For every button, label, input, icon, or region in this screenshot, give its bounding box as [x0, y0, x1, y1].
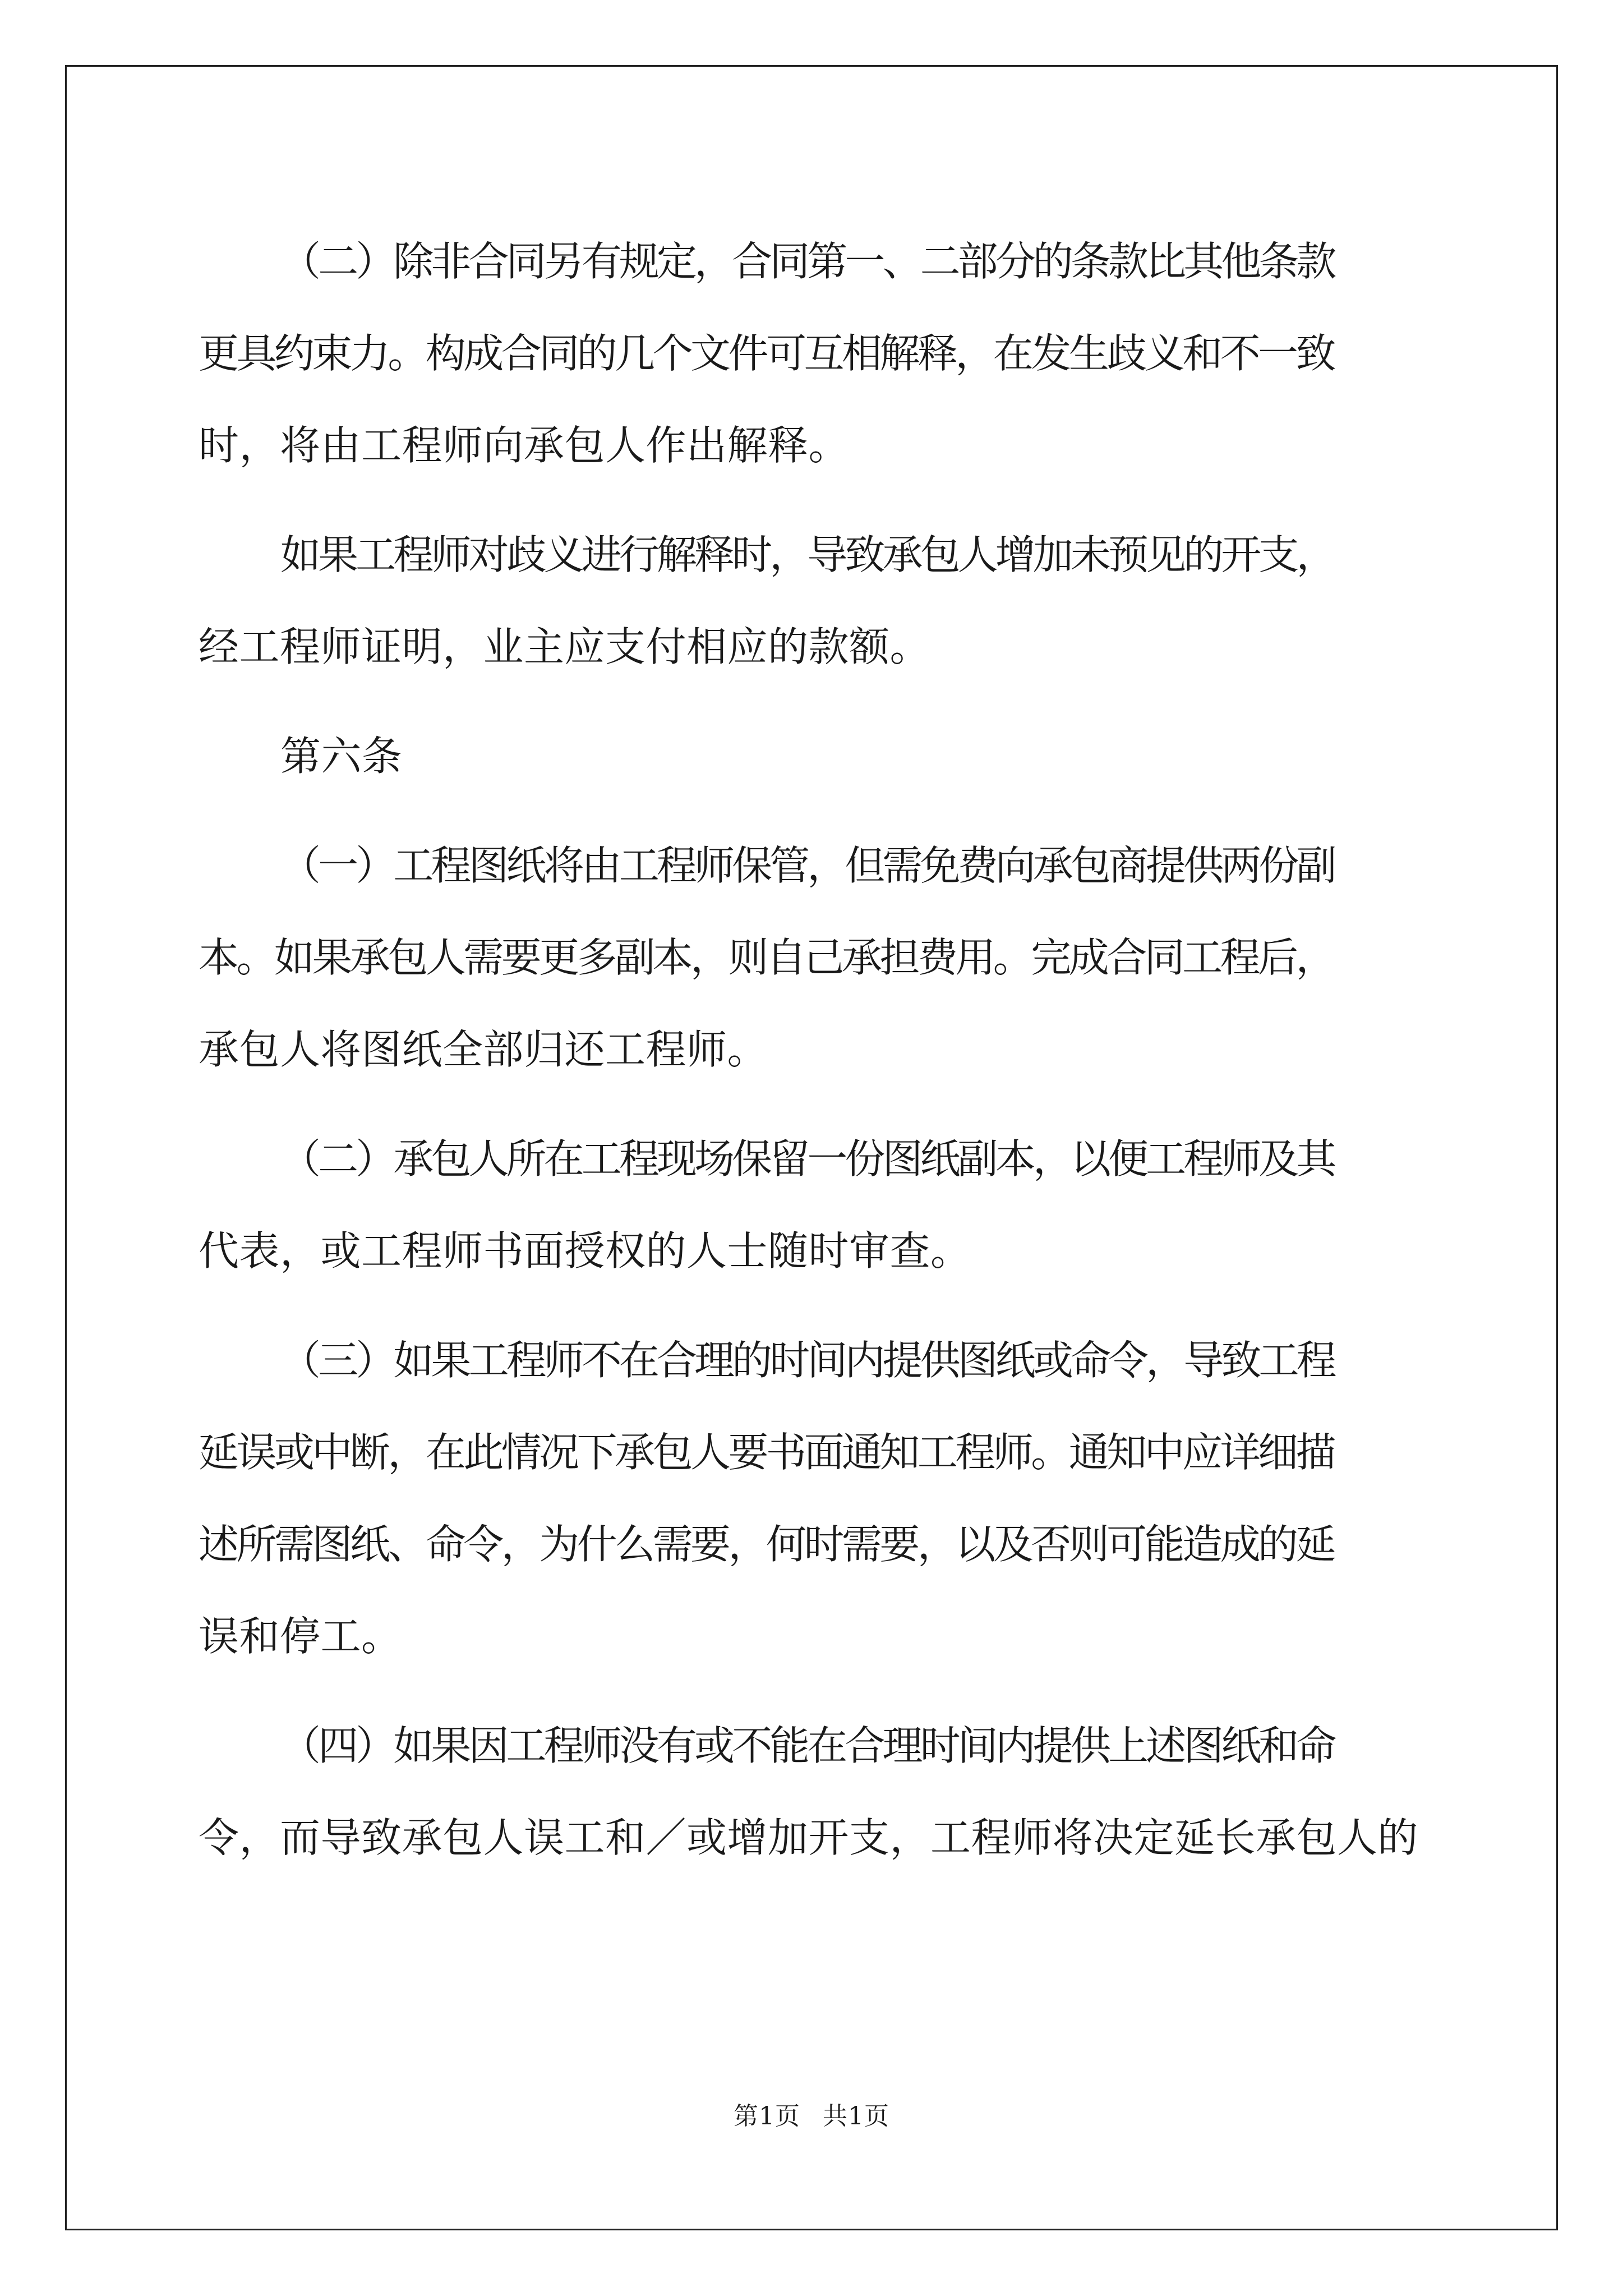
- text-line: 令，而导致承包人误工和／或增加开支，工程师将决定延长承包人的: [199, 1814, 1419, 1861]
- page-number: 第1页: [734, 2102, 800, 2131]
- text-line: 时，将由工程师向承包人作出解释。: [199, 422, 850, 469]
- paragraph-clause-4-extension: [199, 1700, 1427, 1884]
- text-line: 延误或中断，在此情况下承包人要书面通知工程师。通知中应详细描: [199, 1429, 1334, 1476]
- document-body: [199, 215, 1427, 1901]
- paragraph-clause-2-site-copy: [199, 1113, 1427, 1297]
- paragraph-interpretation-cost: [199, 509, 1427, 693]
- text-line: （四）如果因工程师没有或不能在合理时间内提供上述图纸和命: [280, 1722, 1334, 1769]
- text-line: （二）除非合同另有规定，合同第一、二部分的条款比其他条款: [280, 238, 1334, 285]
- article-title: 第六条: [280, 733, 403, 780]
- text-line: 如果工程师对歧义进行解释时，导致承包人增加未预见的开支，: [280, 531, 1334, 578]
- text-line: 承包人将图纸全部归还工程师。: [199, 1026, 768, 1073]
- article-heading: [199, 710, 1427, 802]
- paragraph-clause-3-delay-notice: [199, 1314, 1427, 1682]
- text-line: 更具约束力。构成合同的几个文件可互相解释，在发生歧义和不一致: [199, 330, 1334, 377]
- paragraph-clause-1-drawings: [199, 820, 1427, 1096]
- text-line: （一）工程图纸将由工程师保管，但需免费向承包商提供两份副: [280, 842, 1334, 889]
- page-footer: [0, 2101, 1623, 2132]
- text-line: （二）承包人所在工程现场保留一份图纸副本，以便工程师及其: [280, 1135, 1334, 1182]
- page-total: 共1页: [823, 2102, 889, 2131]
- text-line: 述所需图纸、命令，为什么需要，何时需要，以及否则可能造成的延: [199, 1521, 1334, 1568]
- text-line: （三）如果工程师不在合理的时间内提供图纸或命令，导致工程: [280, 1337, 1334, 1384]
- text-line: 经工程师证明，业主应支付相应的款额。: [199, 623, 931, 670]
- text-line: 误和停工。: [199, 1613, 402, 1660]
- text-line: 本。如果承包人需要更多副本，则自己承担费用。完成合同工程后，: [199, 934, 1334, 981]
- paragraph-clause-2-binding: [199, 215, 1427, 491]
- text-line: 代表，或工程师书面授权的人士随时审查。: [199, 1227, 971, 1274]
